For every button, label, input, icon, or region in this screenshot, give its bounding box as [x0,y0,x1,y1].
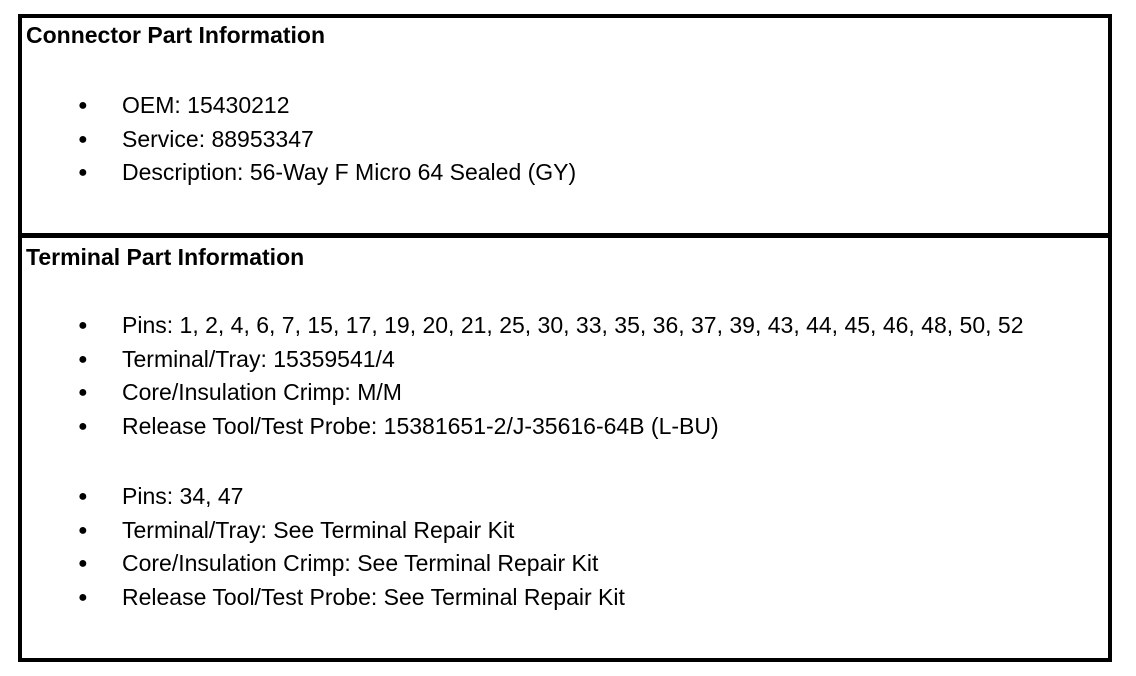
terminal-part-information-section [22,238,1108,614]
bullet-icon: ● [78,317,88,334]
list-item [26,156,1108,190]
list-item [26,480,1108,514]
release-tool-test-probe-text: Release Tool/Test Probe: 15381651-2/J-35616-64B (L-BU) [122,412,719,439]
list-item [26,547,1108,581]
terminal-detail-list-group-2 [26,480,1108,614]
bullet-icon: ● [78,164,88,181]
connector-detail-list [26,89,1108,190]
service-number-text: Service: 88953347 [122,125,314,152]
bullet-icon: ● [78,384,88,401]
list-item [26,514,1108,548]
description-text: Description: 56-Way F Micro 64 Sealed (GY) [122,159,577,185]
list-item [26,343,1108,377]
connector-section-title: Connector Part Information [26,22,326,48]
terminal-tray-text: Terminal/Tray: See Terminal Repair Kit [122,516,515,543]
release-tool-test-probe-text: Release Tool/Test Probe: See Terminal Repair Kit [122,583,625,610]
bullet-icon: ● [78,97,88,114]
terminal-section-title: Terminal Part Information [26,244,305,270]
list-item [26,410,1108,444]
list-item [26,376,1108,410]
bullet-icon: ● [78,488,88,505]
connector-part-information-section [22,18,1108,238]
bullet-icon: ● [78,350,88,368]
bullet-icon: ● [78,555,88,572]
terminal-tray-text: Terminal/Tray: 15359541/4 [122,345,395,372]
bullet-icon: ● [78,521,88,539]
list-item [26,89,1108,123]
pins-text: Pins: 1, 2, 4, 6, 7, 15, 17, 19, 20, 21, 25, 30, 33, 35, 36, 37, 39, 43, 44, 45, 46, 48, 50, 52 [122,312,1024,338]
core-insulation-crimp-text: Core/Insulation Crimp: M/M [122,379,402,405]
bullet-icon: ● [78,588,88,606]
list-item [26,581,1108,615]
bullet-icon: ● [78,417,88,435]
pins-text: Pins: 34, 47 [122,483,244,509]
bullet-icon: ● [78,130,88,148]
list-item [26,309,1108,343]
terminal-detail-list-group-1 [26,309,1108,443]
core-insulation-crimp-text: Core/Insulation Crimp: See Terminal Repair Kit [122,550,599,576]
oem-number-text: OEM: 15430212 [122,92,290,118]
list-item [26,123,1108,157]
part-information-panel [18,14,1112,662]
